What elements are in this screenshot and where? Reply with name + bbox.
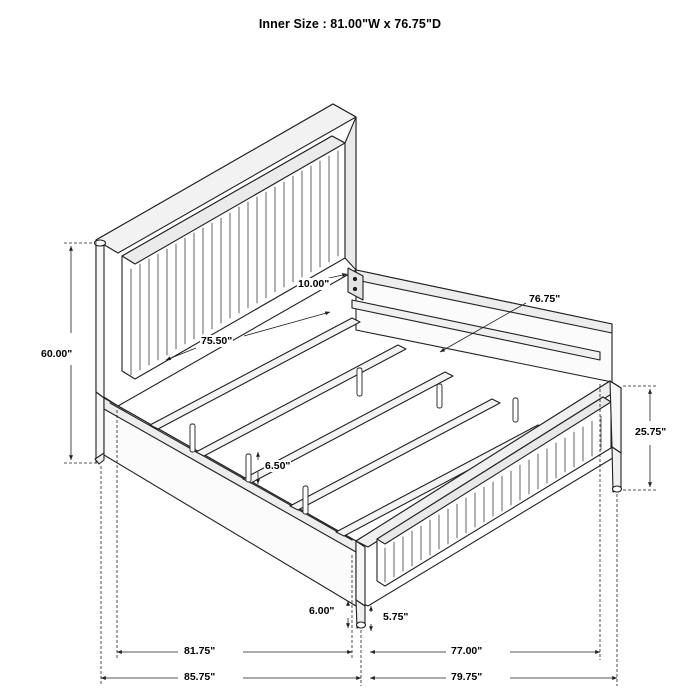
dimension-label-slat-span: 76.75" [529,293,561,305]
dimension-label-headboard-to-rail: 10.00" [298,278,330,290]
dimension-label-side-rail-inner-length: 75.50" [201,335,233,347]
page-title: Inner Size : 81.00"W x 76.75"D [258,17,442,31]
dimension-label-overall-depth-left: 85.75" [184,671,216,683]
dimension-label-leg-height-rear: 6.00" [309,605,335,617]
dimension-label-overall-width-right: 79.75" [451,671,483,683]
dimension-label-footboard-height: 25.75" [635,426,667,438]
dimension-label-slat-clearance: 6.50" [265,460,291,472]
dimension-label-leg-height-front: 5.75" [383,611,409,623]
dimension-label-bed-width-right: 77.00" [451,645,483,657]
dimension-label-headboard-height: 60.00" [41,348,73,360]
dimension-label-bed-depth-left: 81.75" [184,645,216,657]
